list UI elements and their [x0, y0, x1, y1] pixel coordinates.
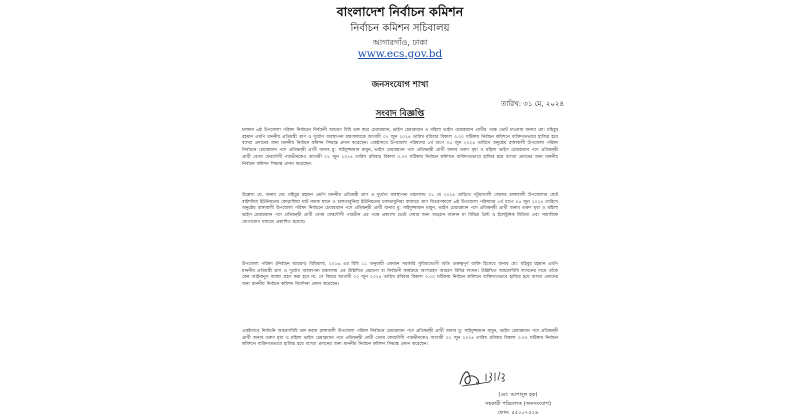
signer-name: (মো: আশাদুল হক) — [498, 392, 538, 398]
office-address: আগারগাঁও, ঢাকা — [372, 38, 428, 47]
signer-designation: সহকারী পরিচালক (জনসংযোগ) — [484, 401, 551, 407]
section-name: জনসংযোগ শাখা — [371, 80, 429, 90]
release-date: তারিখ: ৩১ মে, ২০২৪ — [500, 100, 564, 108]
press-release-heading: সংবাদ বিজ্ঞপ্তি — [375, 109, 425, 119]
handwritten-signature — [456, 364, 520, 390]
body-paragraph: উপজেলা পরিষদ (নির্বাচন আচরণ) বিধিমালা, ২০১৬ এর বিধি ১১ অনুযায়ী একজন সরকারি সুবিধাভোগী অতি গুরুত্বপূর্ণ ব্যক্তি হিসেবে জনাব মো: মহিবুর রহমান এমপি মাননীয় প্রতিমন্ত্রী ত্রাণ ও দুর্যোগ ব্যবস্থাপনা মন্ত্রণালয় এর উল্লিখিত প্রচারণা বা নির্বাচনী কার্যক্রমে অংশগ্রহণ আচরণ বিধির লংঘন। উল্লিখিত আচরণবিধি লংঘনের দায়ে তাঁকে কেন আইনানুগ ব্যবস্থা গ্রহণ করা হবে না, সে বিষয়ে আগামী ০২ জুন ২০২৪ তারিখ রবিবার বিকাল ৩.০০ ঘটিকায় নির্বাচন কমিশনে ব্যক্তিগতভাবে হাজির হয়ে ব্যাখ্যা প্রদানের জন্য মাননীয় নির্বাচন কমিশন নির্দেশনা প্রদান করেছেন। — [242, 262, 558, 288]
body-paragraph: একইসাথে নির্বাচনি আচরণবিধি ভঙ্গ করায় রাঙ্গাবালী উপজেলা পরিষদ নির্বাচনে চেয়ারম্যান পদে প্রতিদ্বন্দ্বী প্রার্থী জনাব মু: সাইদুজ্জামান মামুন, ভাইস চেয়ারম্যান পদে প্রতিদ্বন্দ্বী প্রার্থী জনাব তরুণ মৃধা ও মহিলা ভাইস চেয়ারম্যান পদে প্রতিদ্বন্দ্বী প্রার্থী বেগম ফেরদৌসী পারভীনকেও আগামী ০২ জুন ২০২৪ তারিখ রবিবার বিকাল ৩.০০ ঘটিকায় নির্বাচন কমিশনে ব্যক্তিগতভাবে হাজির হয়ে ব্যাখ্যা প্রদানের জন্য মাননীয় নির্বাচন কমিশন সিদ্ধান্ত প্রদান করেছেন। — [242, 329, 558, 348]
website-link[interactable]: www.ecs.gov.bd — [357, 48, 443, 60]
signer-phone: ফোন: ৫৫০০৭৫২৬ — [497, 410, 539, 416]
secretariat-name: নির্বাচন কমিশন সচিবালয় — [350, 23, 450, 34]
body-paragraph: উল্লেখ্য যে, জনাব মো: মহিবুর রহমান এমপি মাননীয় প্রতিমন্ত্রী ত্রাণ ও দুর্যোগ ব্যবস্থাপনা মন্ত্রণালয় ৩১ মে ২০২৪ তারিখে পটুয়াখালী জেলার রাঙ্গাবালী উপজেলার ছোট বাইশদিয়া ইউনিয়নের কোড়ালিয়া ঘাট নামক স্থানে ও চালতাবুনিয়া ইউনিয়নের চালতাবুনিয়া বাজারে ত্রাণ বিতরণকালে ৬ষ্ঠ উপজেলা পরিষদের ৫র্থ ধাপে ০৫ জুন ২০২৪ তারিখে অনুষ্ঠেয় রাঙ্গাবালী উপজেলা পরিষদ নির্বাচনে চেয়ারম্যান পদে প্রতিদ্বন্দ্বী প্রার্থী জনাব মু: সাইদুজ্জামান মামুন, ভাইস চেয়ারম্যান পদে প্রতিদ্বন্দ্বী প্রার্থী জনাব তরুণ মৃধা ও মহিলা ভাইস চেয়ারম্যান পদে প্রতিদ্বন্দ্বী প্রার্থী বেগম ফেরদৌসী পারভীন এর পক্ষে প্রকাশ্যে ভোট দেয়ার জন্য আহ্বান জানান যা বিভিন্ন প্রিন্ট ও ইলেক্ট্রনিক মিডিয়া এবং সামাজিক যোগাযোগ মাধ্যমে প্রকাশিত হয়েছে। — [242, 193, 559, 225]
organization-title: বাংলাদেশ নির্বাচন কমিশন — [336, 4, 464, 19]
body-paragraph: চলমান ৬ষ্ঠ উপজেলা পরিষদ নির্বাচনে নির্বাচনী আচরণ বিধি ভঙ্গ করে চেয়ারম্যান, ভাইস চেয়ারম্যান ও মহিলা ভাইস চেয়ারম্যান প্রার্থীর পক্ষে ভোট চাওয়ায় জনাব মো: মহিবুর রহমান এমপি মাননীয় প্রতিমন্ত্রী ত্রাণ ও দুর্যোগ ব্যবস্থাপনা মন্ত্রণালয়কে আগামী ০২ জুন ২০২৪ তারিখ রবিবার বিকাল ৩.০০ ঘটিকায় নির্বাচন কমিশনে ব্যক্তিগতভাবে হাজির হয়ে ব্যাখ্যা প্রদানের জন্য মাননীয় নির্বাচন কমিশন সিদ্ধান্ত প্রদান করেছেন। একইসাথে উপজেলা পরিষদের ৫র্থ ধাপে ০৫ জুন ২০২৪ তারিখে অনুষ্ঠেয় রাঙ্গাবালী উপজেলা পরিষদ নির্বাচনে চেয়ারম্যান পদে প্রতিদ্বন্দ্বী প্রার্থী জনাব মু: সাইদুজ্জামান মামুন, ভাইস চেয়ারম্যান পদে প্রতিদ্বন্দ্বী প্রার্থী জনাব তরুণ মৃধা ও মহিলা ভাইস চেয়ারম্যান পদে প্রতিদ্বন্দ্বী প্রার্থী বেগম ফেরদৌসী পারভীনকেও আগামী ০২ জুন ২০২৪ তারিখ রবিবার বিকাল ৩.০০ ঘটিকায় নির্বাচন কমিশনে ব্যক্তিগতভাবে হাজির হয়ে ব্যাখ্যা প্রদানের জন্য মাননীয় নির্বাচন কমিশন সিদ্ধান্ত প্রদান করেছেন। — [242, 128, 558, 167]
